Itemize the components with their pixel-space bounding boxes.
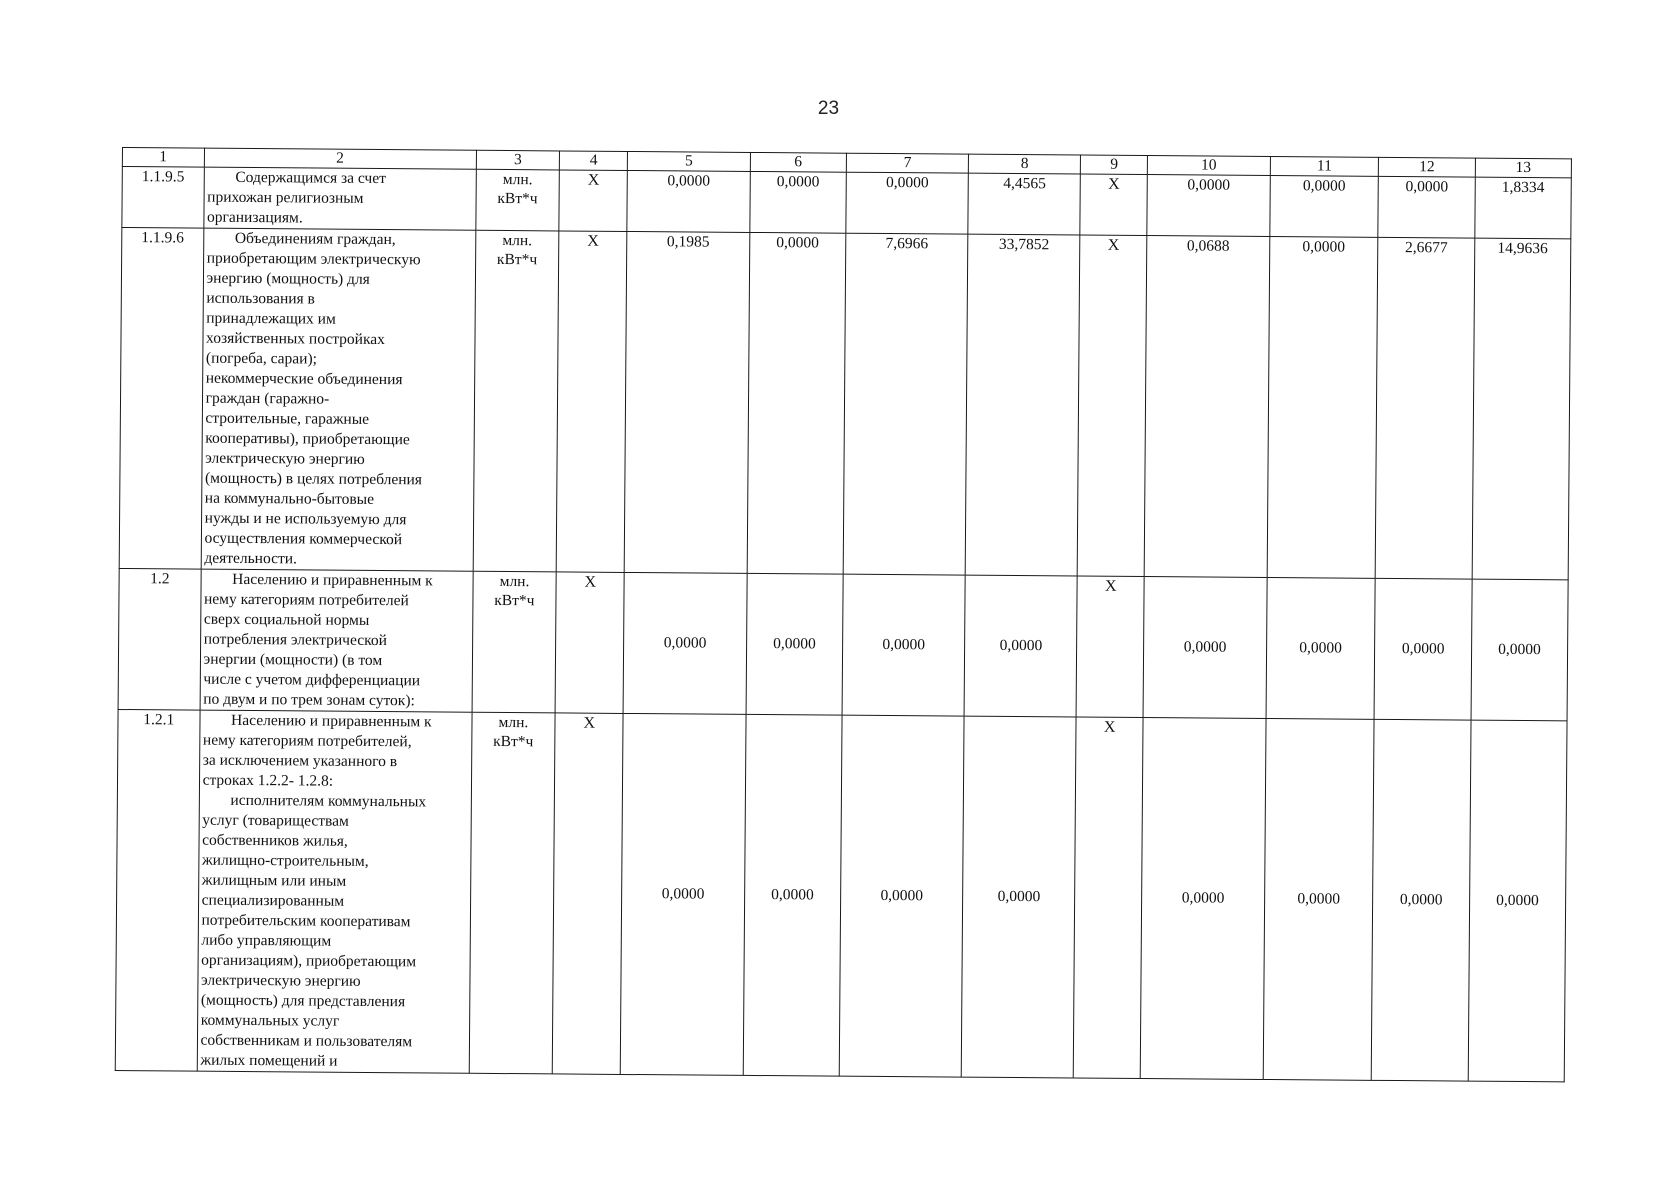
value-cell: 0,0000 [1140, 718, 1265, 1080]
column-header: 11 [1270, 157, 1379, 177]
unit-cell: млн. кВт*ч [472, 571, 557, 713]
value-cell: 0,0000 [1147, 175, 1270, 237]
unit-cell: млн. кВт*ч [475, 169, 559, 231]
column-header: 12 [1379, 157, 1475, 177]
not-applicable-mark: X [559, 170, 627, 232]
value-cell: 1,8334 [1475, 177, 1572, 239]
page-number: 23 [817, 98, 840, 119]
row-code: 1.2 [118, 568, 201, 710]
value-cell: 0,0000 [1266, 578, 1376, 720]
row-code: 1.1.9.5 [122, 167, 204, 229]
value-cell: 0,0000 [750, 171, 847, 233]
value-cell: 0,0000 [1471, 579, 1568, 721]
value-cell: 2,6677 [1376, 237, 1475, 579]
row-description: Населению и приравненным к нему категориям потребителей, за исключением указанного в строках 1.2.2- 1.2.8: исполнителям коммунальных услуг (товариществам собственников жилья, жилищно-строительным, жилищным или иным специализированным потребительским кооперативам либо управляющим организациям), приобретающим электрическую энергию (мощность) для представления коммунальных услуг собственникам и пользователям жилых помещений и [197, 710, 472, 1073]
value-cell: 0,0000 [743, 714, 842, 1076]
column-header: 2 [204, 148, 476, 169]
table-row [119, 228, 1571, 580]
value-cell: 0,0000 [1263, 719, 1375, 1081]
row-code: 1.2.1 [115, 709, 199, 1071]
value-cell: 0,0000 [1374, 578, 1471, 720]
value-cell: 0,0000 [1378, 176, 1475, 238]
value-cell: 0,0000 [627, 170, 750, 232]
column-header: 13 [1475, 158, 1571, 178]
column-header: 7 [846, 153, 969, 173]
table-row [122, 167, 1571, 239]
value-cell: 33,7852 [966, 234, 1081, 576]
value-cell: 0,0000 [1143, 577, 1267, 719]
value-cell: 0,0000 [621, 713, 746, 1075]
not-applicable-mark: X [555, 572, 624, 714]
value-cell: 0,0000 [846, 172, 969, 234]
value-cell: 0,0000 [839, 715, 964, 1077]
row-description: Содержащимся за счет прихожан религиозным организациям. [203, 167, 475, 230]
value-cell: 0,0000 [1468, 720, 1567, 1082]
value-cell: 0,0000 [623, 572, 747, 714]
unit-cell: млн. кВт*ч [473, 230, 559, 572]
table-row [118, 568, 1568, 720]
tariff-table [115, 147, 1572, 1082]
row-description: Населению и приравненным к нему категориям потребителей сверх социальной нормы потребления электрической энергии (мощности) (в том числе с учетом дифференциации по двум и по трем зонам суток): [200, 569, 473, 712]
table-row [115, 709, 1567, 1081]
value-cell: 0,1985 [624, 231, 749, 573]
not-applicable-mark: X [553, 713, 624, 1075]
value-cell: 0,0000 [1269, 176, 1378, 238]
column-header: 5 [628, 151, 751, 171]
value-cell: 14,9636 [1472, 238, 1571, 580]
value-cell: 7,6966 [843, 233, 968, 575]
value-cell: 0,0000 [746, 573, 843, 715]
value-cell: 0,0000 [964, 575, 1077, 717]
column-header: 1 [122, 148, 204, 168]
not-applicable-mark: X [1077, 235, 1147, 577]
column-header: 9 [1081, 155, 1148, 175]
not-applicable-mark: X [1076, 576, 1144, 718]
not-applicable-mark: X [556, 231, 627, 573]
value-cell: 0,0000 [747, 232, 846, 574]
value-cell: 0,0000 [1372, 719, 1471, 1081]
value-cell: 0,0688 [1144, 236, 1269, 578]
unit-cell: млн. кВт*ч [469, 712, 556, 1074]
value-cell: 0,0000 [842, 574, 966, 716]
column-header: 6 [750, 152, 846, 172]
value-cell: 0,0000 [1267, 237, 1378, 579]
not-applicable-mark: X [1080, 174, 1147, 236]
column-header: 10 [1148, 156, 1271, 176]
column-header: 3 [476, 150, 560, 170]
row-code: 1.1.9.6 [119, 228, 203, 570]
column-header: 4 [560, 151, 628, 171]
not-applicable-mark: X [1073, 717, 1143, 1079]
column-header: 8 [969, 154, 1081, 174]
value-cell: 0,0000 [962, 716, 1077, 1078]
value-cell: 4,4565 [968, 173, 1080, 235]
row-description: Объединениям граждан, приобретающим электрическую энергию (мощность) для использования в принадлежащих им хозяйственных постройках (погреба, сараи); некоммерческие объединения граждан (гаражно- строительные, гаражные кооперативы), приобретающие электрическую энергию (мощность) в целях потребления на коммунально-бытовые нужды и не используемую для осуществления коммерческой деятельности. [201, 228, 476, 571]
